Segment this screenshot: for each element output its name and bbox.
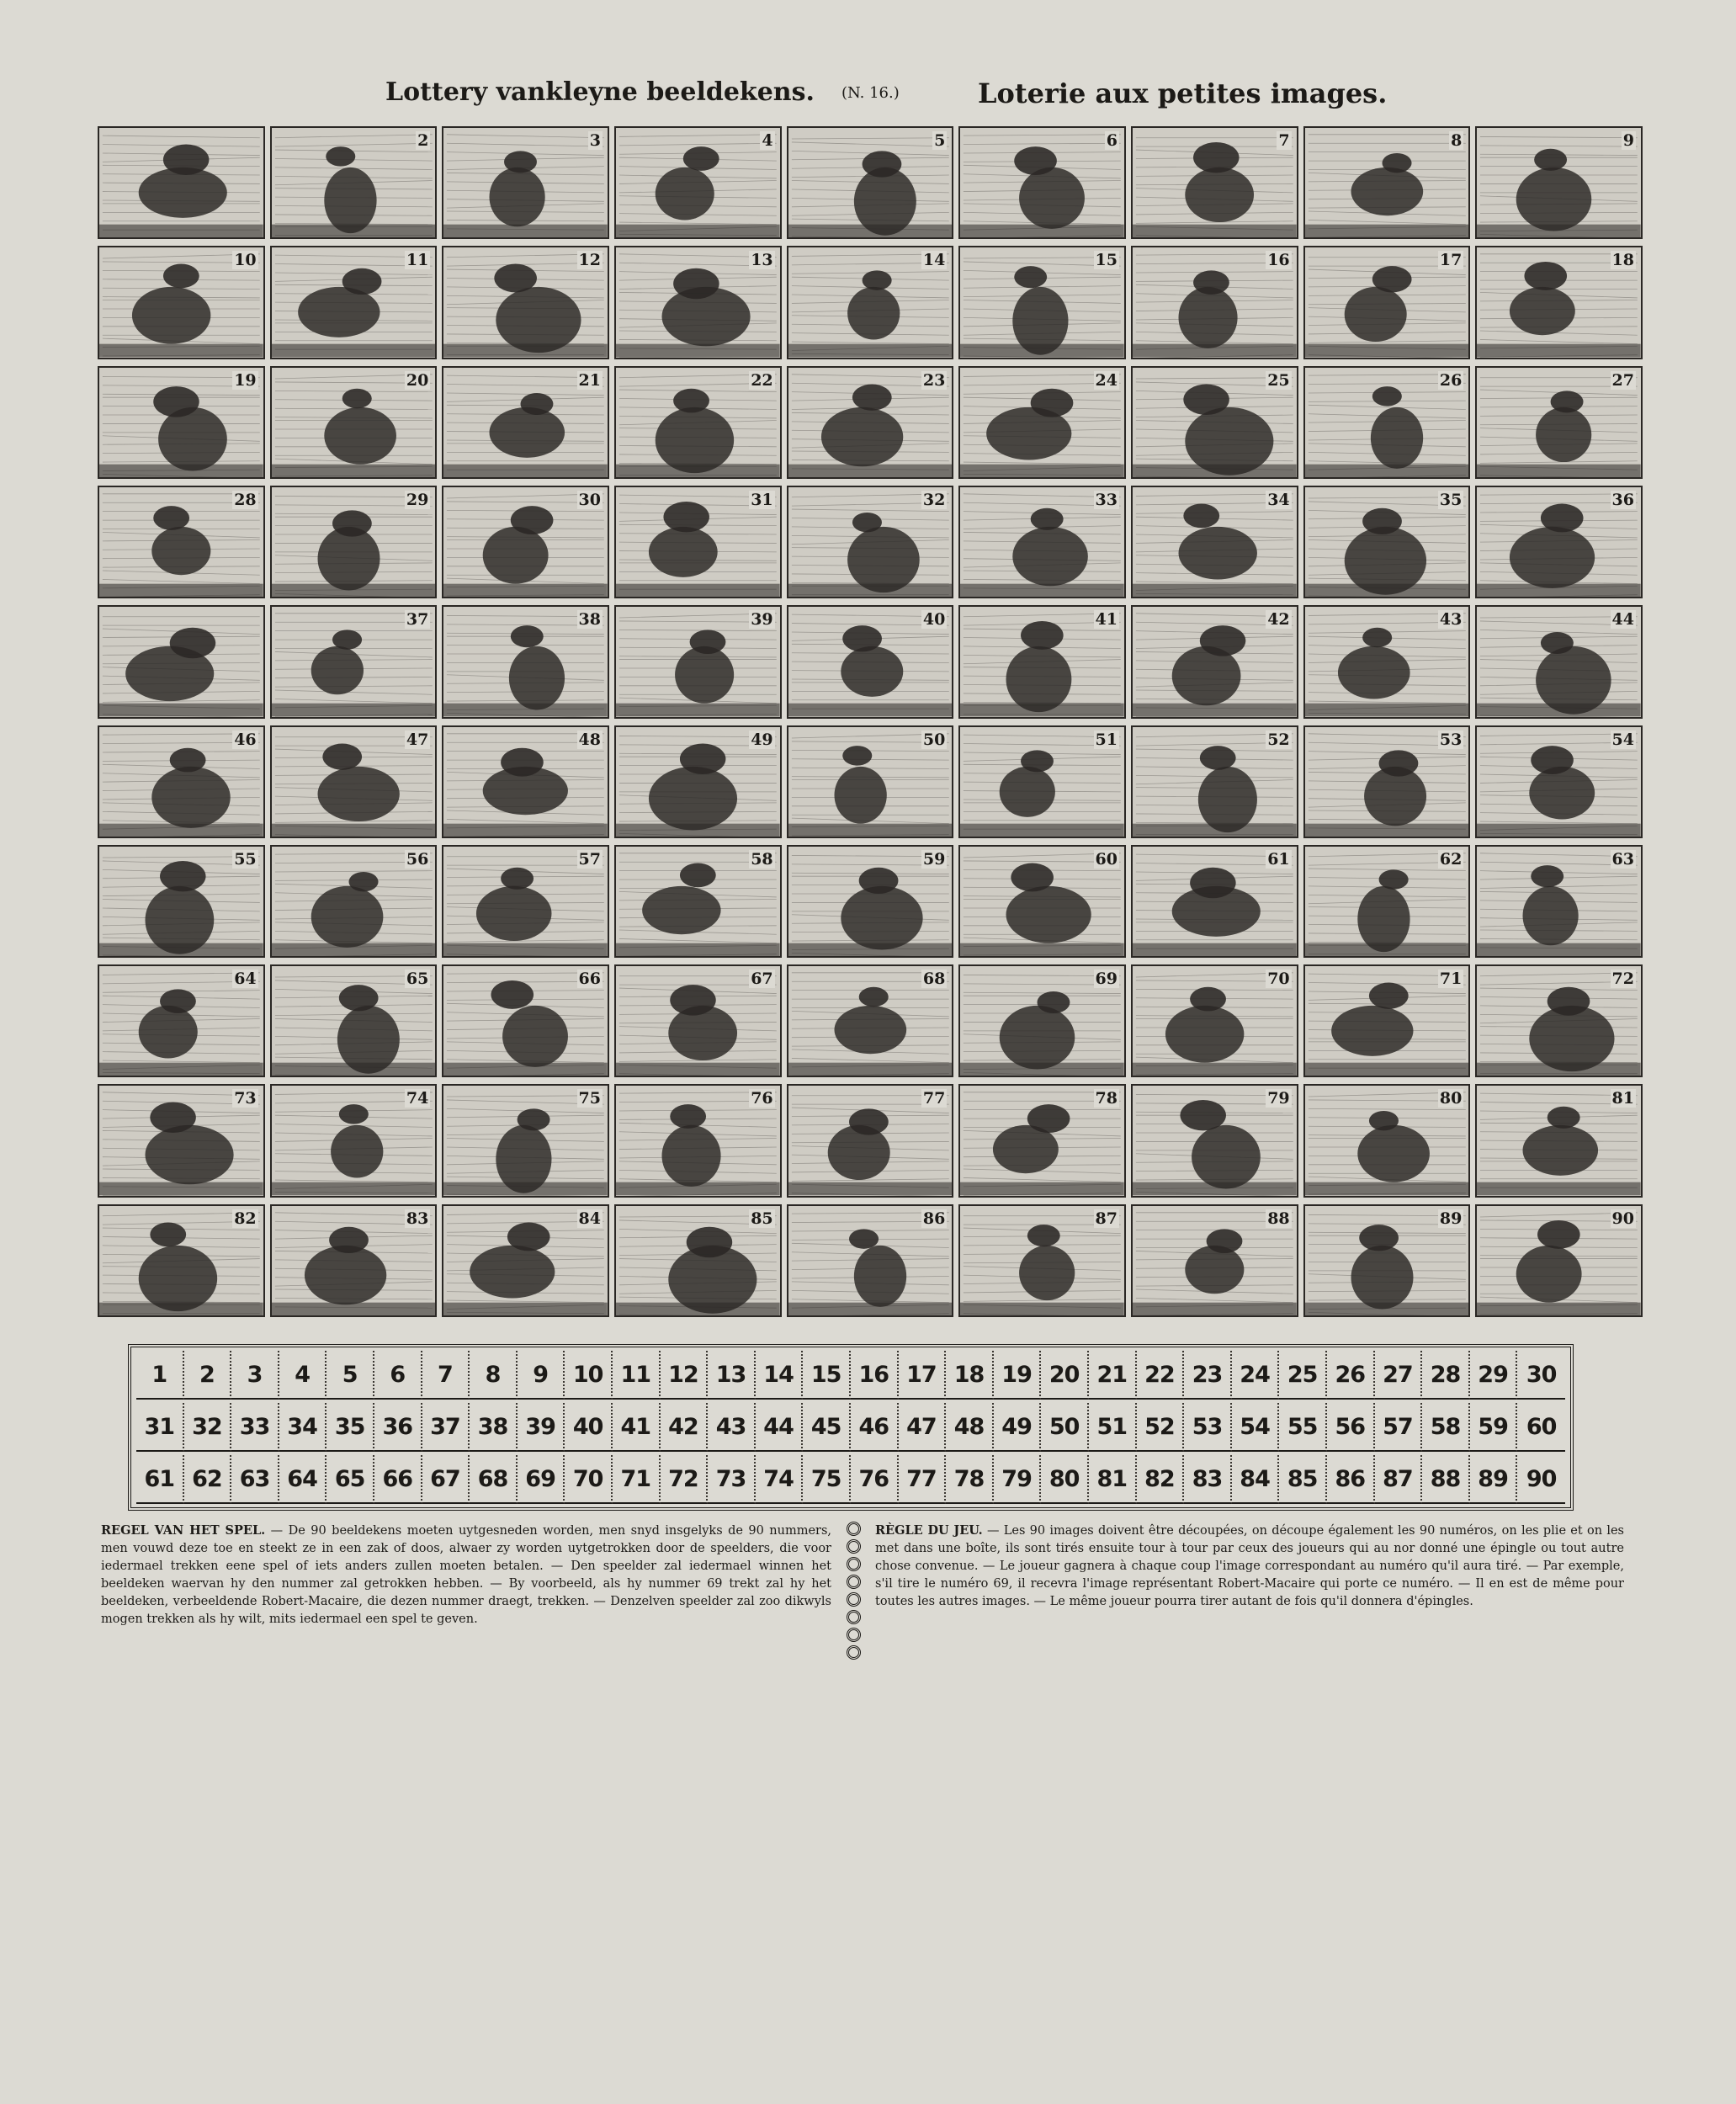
tile-number: 20 (406, 370, 429, 390)
image-tile (958, 366, 1126, 479)
tile-number: 59 (922, 849, 946, 869)
image-tile (1131, 486, 1298, 598)
ornament-icon (847, 1575, 861, 1589)
tile-number: 86 (922, 1209, 946, 1228)
number-cell: 15 (803, 1351, 851, 1400)
tile-number: 76 (751, 1089, 773, 1108)
figures-icon (272, 128, 436, 237)
image-tile (787, 1204, 954, 1317)
number-cell: 74 (756, 1455, 804, 1504)
number-cell: 41 (613, 1403, 661, 1452)
tile-number: 7 (1278, 131, 1290, 150)
number-cell: 32 (184, 1403, 232, 1452)
image-tile (958, 605, 1126, 718)
tile-number: 36 (1611, 490, 1634, 509)
image-tile (787, 246, 954, 359)
image-tile (442, 605, 609, 718)
tile-number: 37 (406, 610, 429, 630)
tile-number: 83 (406, 1209, 429, 1228)
tile-number: 49 (751, 730, 773, 749)
image-tile (1475, 366, 1643, 479)
image-tile (1131, 1204, 1298, 1317)
image-tile (442, 246, 609, 359)
tile-number: 27 (1611, 370, 1634, 390)
tile-number: 54 (1611, 730, 1634, 749)
tile-number: 60 (1095, 849, 1118, 869)
number-cell: 43 (708, 1403, 756, 1452)
image-tile (958, 725, 1126, 838)
image-tile (1475, 1204, 1643, 1317)
number-cell: 77 (899, 1455, 947, 1504)
tile-number: 57 (578, 849, 601, 869)
tile-number: 66 (578, 970, 601, 989)
number-cell: 4 (279, 1351, 327, 1400)
tile-number: 68 (922, 970, 946, 989)
number-cell: 22 (1137, 1351, 1185, 1400)
number-cell: 51 (1089, 1403, 1137, 1452)
number-cell: 83 (1184, 1455, 1232, 1504)
image-tile (442, 1084, 609, 1197)
image-tile (1475, 246, 1643, 359)
ornament-icon (847, 1522, 861, 1536)
rules-french (875, 1522, 1624, 1611)
ornament-icon (847, 1557, 861, 1571)
image-tile (614, 964, 782, 1077)
number-cell: 87 (1375, 1455, 1423, 1504)
tile-number: 30 (578, 490, 601, 509)
tile-number: 52 (1267, 730, 1290, 749)
image-tile (614, 246, 782, 359)
tile-number: 84 (578, 1209, 601, 1228)
number-cell: 52 (1137, 1403, 1185, 1452)
number-cell: 11 (613, 1351, 661, 1400)
image-tile (442, 1204, 609, 1317)
image-tile (270, 366, 438, 479)
number-cell: 80 (1041, 1455, 1089, 1504)
tile-number: 21 (578, 370, 601, 390)
number-cell: 69 (518, 1455, 565, 1504)
number-cell: 60 (1517, 1403, 1565, 1452)
number-cell: 88 (1422, 1455, 1470, 1504)
image-tile (270, 246, 438, 359)
number-cell: 44 (756, 1403, 804, 1452)
number-cell: 2 (184, 1351, 232, 1400)
tile-number: 9 (1622, 131, 1634, 150)
tile-number: 71 (1439, 970, 1463, 989)
number-cell: 71 (613, 1455, 661, 1504)
ornament-icon (847, 1539, 861, 1554)
image-tile (1475, 605, 1643, 718)
image-tile (442, 366, 609, 479)
image-tile (958, 1204, 1126, 1317)
tile-number: 32 (922, 490, 946, 509)
tile-number: 11 (406, 251, 429, 270)
tile-number: 67 (751, 970, 773, 989)
number-cell: 16 (851, 1351, 899, 1400)
tile-number: 82 (234, 1209, 257, 1228)
image-tile (98, 964, 265, 1077)
number-cell: 20 (1041, 1351, 1089, 1400)
tile-number: 40 (922, 610, 946, 630)
number-cell: 85 (1279, 1455, 1327, 1504)
tile-number: 22 (751, 370, 773, 390)
tile-number: 87 (1095, 1209, 1118, 1228)
tile-number: 3 (589, 131, 601, 150)
number-cell: 73 (708, 1455, 756, 1504)
tile-number: 5 (934, 131, 946, 150)
image-tile (270, 1084, 438, 1197)
number-cell: 9 (518, 1351, 565, 1400)
image-tile (1303, 246, 1471, 359)
tile-number: 65 (406, 970, 429, 989)
number-cell: 67 (422, 1455, 470, 1504)
image-tile (98, 605, 265, 718)
image-tile (98, 246, 265, 359)
tile-number: 44 (1611, 610, 1634, 630)
image-tile (1303, 845, 1471, 958)
number-cell: 24 (1232, 1351, 1280, 1400)
image-tile (958, 246, 1126, 359)
jester-icon (960, 128, 1124, 237)
number-cell: 31 (136, 1403, 184, 1452)
number-cell: 8 (470, 1351, 518, 1400)
tile-number: 25 (1267, 370, 1290, 390)
ornament-icon (847, 1628, 861, 1642)
image-tile (98, 725, 265, 838)
number-cell: 7 (422, 1351, 470, 1400)
number-cell: 81 (1089, 1455, 1137, 1504)
tile-number: 79 (1267, 1089, 1290, 1108)
number-cell: 30 (1517, 1351, 1565, 1400)
tile-number: 72 (1611, 970, 1634, 989)
number-cell: 75 (803, 1455, 851, 1504)
portrait-icon (788, 128, 953, 237)
tile-number: 75 (578, 1089, 601, 1108)
image-tile (614, 126, 782, 239)
number-cell: 18 (946, 1351, 994, 1400)
rules-dutch-heading: REGEL VAN HET SPEL. (101, 1523, 266, 1538)
tile-number: 10 (234, 251, 257, 270)
number-cell: 79 (994, 1455, 1042, 1504)
number-cell: 21 (1089, 1351, 1137, 1400)
image-tile (442, 964, 609, 1077)
tile-number: 80 (1439, 1089, 1463, 1108)
rules-french-heading: RÈGLE DU JEU. (875, 1523, 983, 1538)
image-tile (1131, 126, 1298, 239)
image-tile (787, 1084, 954, 1197)
ornament-icon (847, 1592, 861, 1607)
tile-number: 42 (1267, 610, 1290, 630)
tile-number: 88 (1267, 1209, 1290, 1228)
tile-number: 56 (406, 849, 429, 869)
number-cell: 53 (1184, 1403, 1232, 1452)
number-cell: 84 (1232, 1455, 1280, 1504)
tile-number: 90 (1611, 1209, 1634, 1228)
number-cell: 37 (422, 1403, 470, 1452)
image-tile (1475, 725, 1643, 838)
image-tile (270, 725, 438, 838)
tile-number: 14 (922, 251, 946, 270)
number-cell: 26 (1327, 1351, 1375, 1400)
sheet-number: (N. 16.) (841, 84, 900, 102)
number-cell: 29 (1470, 1351, 1518, 1400)
image-tile (787, 605, 954, 718)
tile-number: 31 (751, 490, 773, 509)
tile-number: 29 (406, 490, 429, 509)
number-cell: 27 (1375, 1351, 1423, 1400)
tile-number: 81 (1611, 1089, 1634, 1108)
number-cell: 86 (1327, 1455, 1375, 1504)
tile-number: 63 (1611, 849, 1634, 869)
image-tile (1131, 605, 1298, 718)
ornament-icon (847, 1610, 861, 1624)
image-tile (958, 126, 1126, 239)
image-tile (1303, 366, 1471, 479)
number-cell: 14 (756, 1351, 804, 1400)
tile-number: 23 (922, 370, 946, 390)
image-tile (98, 1204, 265, 1317)
horse-rider-icon (616, 128, 780, 237)
tile-number: 24 (1095, 370, 1118, 390)
number-cell: 25 (1279, 1351, 1327, 1400)
image-tile (98, 486, 265, 598)
tile-number: 43 (1439, 610, 1463, 630)
tile-number: 6 (1106, 131, 1118, 150)
tile-number: 46 (234, 730, 257, 749)
number-cell: 82 (1137, 1455, 1185, 1504)
rules-dutch-text: — De 90 beeldekens moeten uytgesneden worden, men snyd insgelyks de 90 nummers, men vouwd deze toe en steekt ze in een zak of doos, alwaer zy worden uytgetrokken door de speelders, die voor iedermael trekken eene spel of iets anders zullen moeten betalen. — Den speelder zal iedermael winnen het beeldeken waervan hy den nummer zal getrokken hebben. — By voorbeeld, als hy nummer 69 trekt zal hy het beeldeken, verbeeldende Robert-Macaire, die dezen nummer draegt, trekken. — Denzelven speelder zal zoo dikwyls mogen trekken als hy wilt, mits iedermael een spel te geven. (101, 1524, 832, 1626)
tile-number: 74 (406, 1089, 429, 1108)
image-tile (98, 845, 265, 958)
number-cell: 45 (803, 1403, 851, 1452)
ornament-icon (847, 1645, 861, 1660)
puppet-man-icon (1133, 128, 1297, 237)
image-tile (270, 605, 438, 718)
number-cell: 6 (374, 1351, 422, 1400)
tile-number: 53 (1439, 730, 1463, 749)
image-tile (1303, 486, 1471, 598)
rules-dutch (101, 1522, 831, 1628)
number-cell: 28 (1422, 1351, 1470, 1400)
image-tile (98, 1084, 265, 1197)
number-cell: 38 (470, 1403, 518, 1452)
tile-number: 28 (234, 490, 257, 509)
image-tile (614, 845, 782, 958)
image-tile (1303, 126, 1471, 239)
tile-number: 15 (1095, 251, 1118, 270)
number-cell: 5 (326, 1351, 374, 1400)
image-tile (614, 366, 782, 479)
image-tile (614, 725, 782, 838)
number-cell: 13 (708, 1351, 756, 1400)
image-tile (787, 725, 954, 838)
tile-number: 70 (1267, 970, 1290, 989)
number-cell: 66 (374, 1455, 422, 1504)
number-cell: 42 (661, 1403, 709, 1452)
number-cell: 12 (661, 1351, 709, 1400)
number-table (128, 1344, 1574, 1511)
image-tile (787, 486, 954, 598)
ornament-column (843, 1522, 863, 1663)
tile-number: 47 (406, 730, 429, 749)
tile-number: 12 (578, 251, 601, 270)
number-cell: 54 (1232, 1403, 1280, 1452)
image-tile (1303, 605, 1471, 718)
number-cell: 36 (374, 1403, 422, 1452)
number-cell: 65 (326, 1455, 374, 1504)
tile-number: 39 (751, 610, 773, 630)
image-tile (442, 486, 609, 598)
image-tile (1131, 964, 1298, 1077)
number-cell: 34 (279, 1403, 327, 1452)
image-tile (787, 964, 954, 1077)
number-cell: 48 (946, 1403, 994, 1452)
peddler-icon (1477, 128, 1641, 237)
tile-number: 51 (1095, 730, 1118, 749)
tile-number: 17 (1439, 251, 1463, 270)
image-tile (614, 486, 782, 598)
image-tile (270, 126, 438, 239)
tile-number: 4 (762, 131, 773, 150)
image-tile (1303, 725, 1471, 838)
tile-number: 85 (751, 1209, 773, 1228)
tile-number: 61 (1267, 849, 1290, 869)
image-tile (1131, 246, 1298, 359)
number-cell: 72 (661, 1455, 709, 1504)
tile-number: 58 (751, 849, 773, 869)
image-tile (1131, 725, 1298, 838)
tile-number: 64 (234, 970, 257, 989)
number-cell: 40 (565, 1403, 613, 1452)
image-tile (1303, 1084, 1471, 1197)
boots-icon (99, 128, 263, 237)
tile-number: 16 (1267, 251, 1290, 270)
number-cell: 64 (279, 1455, 327, 1504)
image-tile (1303, 964, 1471, 1077)
tile-number: 78 (1095, 1089, 1118, 1108)
header (0, 77, 1736, 128)
number-cell: 33 (231, 1403, 279, 1452)
image-tile (958, 845, 1126, 958)
tile-number: 2 (417, 131, 429, 150)
tile-number: 50 (922, 730, 946, 749)
image-grid (98, 126, 1643, 1317)
number-cell: 90 (1517, 1455, 1565, 1504)
tile-number: 62 (1439, 849, 1463, 869)
image-tile (98, 126, 265, 239)
number-cell: 56 (1327, 1403, 1375, 1452)
image-tile (270, 1204, 438, 1317)
image-tile (1131, 1084, 1298, 1197)
image-tile (1475, 964, 1643, 1077)
image-tile (442, 725, 609, 838)
number-cell: 61 (136, 1455, 184, 1504)
number-cell: 17 (899, 1351, 947, 1400)
number-cell: 10 (565, 1351, 613, 1400)
image-tile (1475, 845, 1643, 958)
image-tile (958, 486, 1126, 598)
number-cell: 19 (994, 1351, 1042, 1400)
image-tile (1303, 1204, 1471, 1317)
image-tile (787, 366, 954, 479)
number-cell: 76 (851, 1455, 899, 1504)
number-cell: 49 (994, 1403, 1042, 1452)
tile-number: 13 (751, 251, 773, 270)
number-cell: 70 (565, 1455, 613, 1504)
tile-number: 69 (1095, 970, 1118, 989)
lady-icon (443, 128, 608, 237)
number-cell: 46 (851, 1403, 899, 1452)
image-tile (614, 605, 782, 718)
number-cell: 47 (899, 1403, 947, 1452)
number-cell: 58 (1422, 1403, 1470, 1452)
image-tile (1475, 486, 1643, 598)
number-cell: 50 (1041, 1403, 1089, 1452)
tile-number: 41 (1095, 610, 1118, 630)
number-cell: 39 (518, 1403, 565, 1452)
tile-number: 19 (234, 370, 257, 390)
number-cell: 35 (326, 1403, 374, 1452)
number-cell: 23 (1184, 1351, 1232, 1400)
number-cell: 1 (136, 1351, 184, 1400)
image-tile (1131, 366, 1298, 479)
tile-number: 77 (922, 1089, 946, 1108)
number-cell: 57 (1375, 1403, 1423, 1452)
tile-number: 38 (578, 610, 601, 630)
image-tile (958, 964, 1126, 1077)
tile-number: 18 (1611, 251, 1634, 270)
number-cell: 68 (470, 1455, 518, 1504)
tile-number: 35 (1439, 490, 1463, 509)
image-tile (787, 845, 954, 958)
rules-french-text: — Les 90 images doivent être découpées, on découpe également les 90 numéros, on les plie et on les met dans une boîte, ils sont tirés ensuite tour à tour par ceux des joueurs qui au nor donné une épingle ou tout autre chose convenue. — Le joueur gagnera à chaque coup l'image correspondant au numéro qu'il aura tiré. — Par exemple, s'il tire le numéro 69, il recevra l'image représentant Robert-Macaire qui porte ce numéro. — Il en est de même pour toutes les autres images. — Le même joueur pourra tirer autant de fois qu'il donnera d'épingles. (875, 1524, 1625, 1608)
number-cell: 55 (1279, 1403, 1327, 1452)
title-dutch: Lottery vankleyne beeldekens. (385, 77, 815, 107)
tile-number: 89 (1439, 1209, 1463, 1228)
image-tile (1131, 845, 1298, 958)
number-cell: 78 (946, 1455, 994, 1504)
tile-number: 8 (1451, 131, 1463, 150)
tile-number: 73 (234, 1089, 257, 1108)
image-tile (614, 1204, 782, 1317)
number-cell: 63 (231, 1455, 279, 1504)
image-tile (270, 845, 438, 958)
image-tile (958, 1084, 1126, 1197)
title-french: Loterie aux petites images. (978, 77, 1388, 109)
image-tile (1475, 126, 1643, 239)
door-icon (99, 607, 263, 716)
image-tile (98, 366, 265, 479)
image-tile (270, 486, 438, 598)
image-tile (1475, 1084, 1643, 1197)
tile-number: 33 (1095, 490, 1118, 509)
image-tile (614, 1084, 782, 1197)
tile-number: 48 (578, 730, 601, 749)
tile-number: 55 (234, 849, 257, 869)
number-cell: 89 (1470, 1455, 1518, 1504)
image-tile (442, 126, 609, 239)
tile-number: 34 (1267, 490, 1290, 509)
image-tile (270, 964, 438, 1077)
tile-number: 26 (1439, 370, 1463, 390)
pumpkin-icon (1305, 128, 1469, 237)
number-cell: 62 (184, 1455, 232, 1504)
image-tile (442, 845, 609, 958)
image-tile (787, 126, 954, 239)
number-cell: 3 (231, 1351, 279, 1400)
number-cell: 59 (1470, 1403, 1518, 1452)
